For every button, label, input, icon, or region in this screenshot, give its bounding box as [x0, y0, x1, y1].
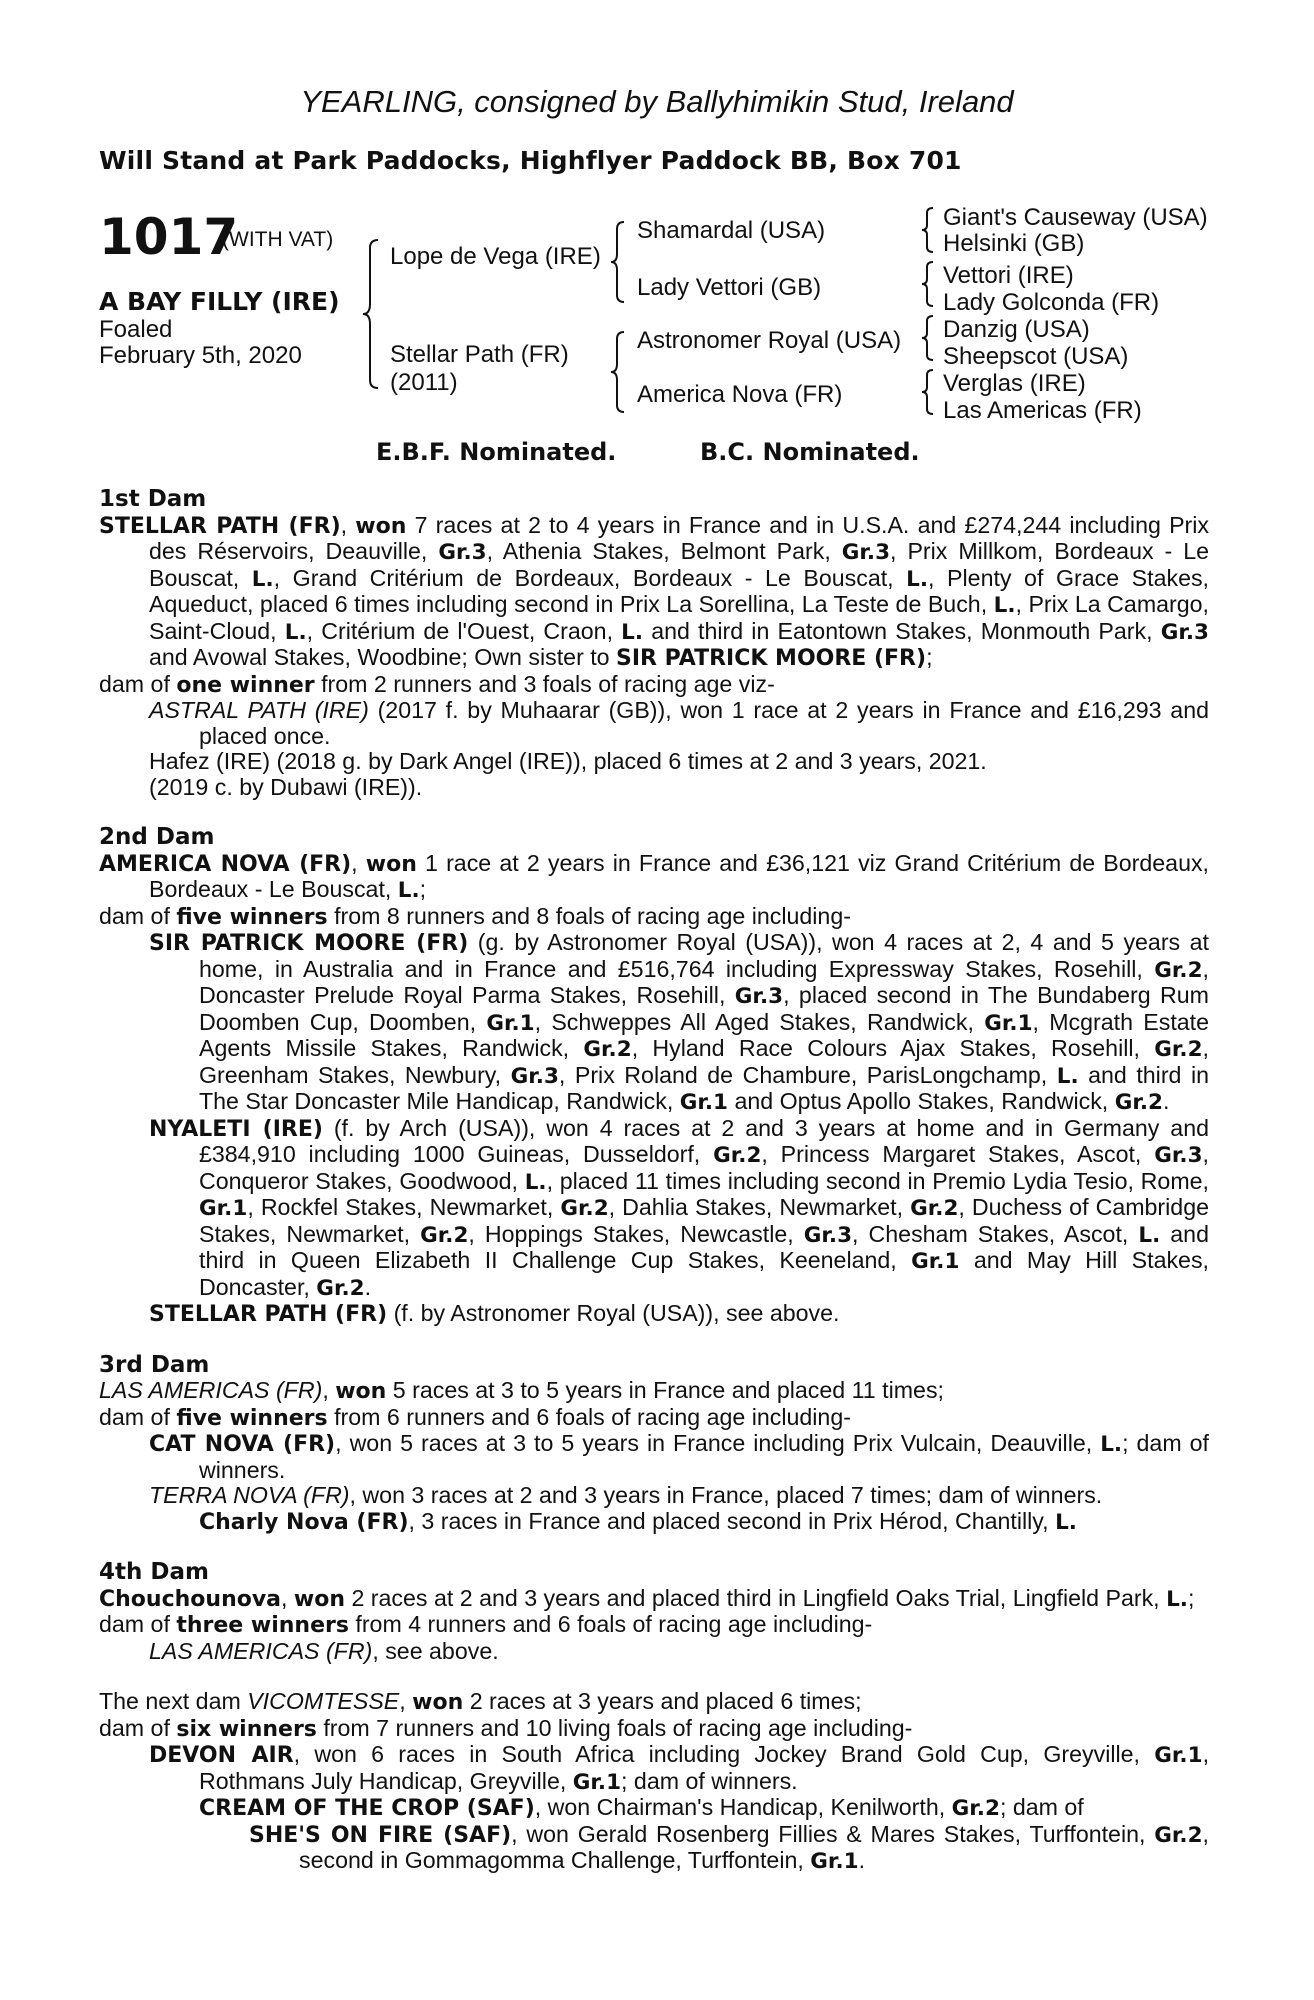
pedigree-dam-sire: Astronomer Royal (USA) [637, 327, 902, 354]
pedigree-ggp-3: Vettori (IRE) [943, 262, 1074, 289]
third-dam-produce-summary: dam of five winners from 6 runners and 6 foals of racing age including- [99, 1403, 851, 1431]
pedigree-sire: Lope de Vega (IRE) [390, 243, 601, 270]
foaled-label: Foaled [99, 316, 173, 343]
pedigree-dam-year: (2011) [390, 369, 458, 396]
pedigree-sire-sire: Shamardal (USA) [637, 217, 826, 244]
produce-entry: TERRA NOVA (FR), won 3 races at 2 and 3 years in France, placed 7 times; dam of winners. [149, 1482, 1103, 1508]
pedigree-dam-dam: America Nova (FR) [637, 381, 843, 408]
first-dam-section [99, 487, 1209, 800]
third-dam-section [99, 1353, 1209, 1536]
pedigree-brace-ggp-1 [920, 206, 936, 254]
pedigree-ggp-4: Lady Golconda (FR) [943, 289, 1160, 316]
pedigree-sire-dam: Lady Vettori (GB) [637, 274, 822, 301]
pedigree-ggp-5: Danzig (USA) [943, 316, 1090, 343]
pedigree-ggp-7: Verglas (IRE) [943, 370, 1086, 397]
catalogue-body [99, 487, 1209, 1875]
third-dam-record: LAS AMERICAS (FR), won 5 races at 3 to 5 years in France and placed 11 times; [99, 1377, 944, 1404]
second-dam-section [99, 825, 1209, 1328]
foaled-date: February 5th, 2020 [99, 342, 302, 369]
pedigree-brace-ggp-2 [920, 260, 936, 308]
produce-entry: CREAM OF THE CROP (SAF), won Chairman's Handicap, Kenilworth, Gr.2; dam of [199, 1794, 1084, 1821]
first-dam-heading: 1st Dam [99, 486, 207, 512]
ebf-nomination: E.B.F. Nominated. [376, 438, 617, 466]
second-dam-produce-summary: dam of five winners from 8 runners and 8 foals of racing age including- [99, 902, 851, 930]
produce-entry: NYALETI (IRE) (f. by Arch (USA)), won 4 races at 2 and 3 years at home and in Germany and £384,910 including 1000 Guineas, Dusseldorf, Gr.2, Princess Margaret Stakes, Ascot, Gr.3, Conqueror Stakes, Goodwood, L., placed 11 times including second in Premio Lydia Tesio, Rome, Gr.1, Rockfel Stakes, Newmarket, Gr.2, Dahlia Stakes, Newmarket, Gr.2, Duchess of Cambridge Stakes, Newmarket, Gr.2, Hoppings Stakes, Newcastle, Gr.3, Chesham Stakes, Ascot, L. and third in Queen Elizabeth II Challenge Cup Stakes, Keeneland, Gr.1 and May Hill Stakes, Doncaster, Gr.2. [149, 1114, 1209, 1301]
fourth-dam-produce-summary: dam of three winners from 4 runners and 6 foals of racing age including- [99, 1611, 873, 1638]
next-dam-produce-summary: dam of six winners from 7 runners and 10 living foals of racing age including- [99, 1714, 913, 1742]
produce-entry: Charly Nova (FR), 3 races in France and placed second in Prix Hérod, Chantilly, L. [199, 1507, 1077, 1535]
pedigree-ggp-8: Las Americas (FR) [943, 397, 1142, 424]
next-dam-section [99, 1689, 1209, 1875]
second-dam-heading: 2nd Dam [99, 824, 215, 850]
first-dam-record: STELLAR PATH (FR), won 7 races at 2 to 4 years in France and in U.S.A. and £274,244 including Prix des Réservoirs, Deauville, Gr.3, Athenia Stakes, Belmont Park, Gr.3, Prix Millkom, Bordeaux - Le Bouscat, L., Grand Critérium de Bordeaux, Bordeaux - Le Bouscat, L., Plenty of Grace Stakes, Aqueduct, placed 6 times including second in Prix La Sorellina, La Teste de Buch, L., Prix La Camargo, Saint-Cloud, L., Critérium de l'Ouest, Craon, L. and third in Eatontown Stakes, Monmouth Park, Gr.3 and Avowal Stakes, Woodbine; Own sister to SIR PATRICK MOORE (FR); [99, 511, 1210, 671]
pedigree-ggp-2: Helsinki (GB) [943, 230, 1085, 257]
next-dam-record: The next dam VICOMTESSE, won 2 races at 3 years and placed 6 times; [99, 1688, 862, 1715]
produce-entry: STELLAR PATH (FR) (f. by Astronomer Royal (USA)), see above. [149, 1300, 840, 1327]
pedigree-brace-sire [608, 220, 628, 304]
dam-name: STELLAR PATH (FR) [99, 513, 341, 539]
produce-entry: ASTRAL PATH (IRE) (2017 f. by Muhaarar (GB)), won 1 race at 2 years in France and £16,293 and placed once. [149, 697, 1209, 749]
consignment-header: YEARLING, consigned by Ballyhimikin Stud, Ireland [300, 84, 1014, 119]
pedigree-ggp-6: Sheepscot (USA) [943, 343, 1129, 370]
produce-entry: SIR PATRICK MOORE (FR) (g. by Astronomer Royal (USA)), won 4 races at 2, 4 and 5 years at home, in Australia and in France and £516,764 including Expressway Stakes, Rosehill, Gr.2, Doncaster Prelude Royal Parma Stakes, Rosehill, Gr.3, placed second in The Bundaberg Rum Doomben Cup, Doomben, Gr.1, Schweppes All Aged Stakes, Randwick, Gr.1, Mcgrath Estate Agents Missile Stakes, Randwick, Gr.2, Hyland Race Colours Ajax Stakes, Rosehill, Gr.2, Greenham Stakes, Newbury, Gr.3, Prix Roland de Chambure, ParisLongchamp, L. and third in The Star Doncaster Mile Handicap, Randwick, Gr.1 and Optus Apollo Stakes, Randwick, Gr.2. [149, 929, 1210, 1115]
produce-entry: SHE'S ON FIRE (SAF), won Gerald Rosenberg Fillies & Mares Stakes, Turffontein, Gr.2, second in Gommagomma Challenge, Turffontein, Gr.1. [249, 1820, 1209, 1874]
pedigree-brace-main [360, 238, 384, 390]
produce-entry: Hafez (IRE) (2018 g. by Dark Angel (IRE)), placed 6 times at 2 and 3 years, 2021. [149, 748, 987, 774]
pedigree-brace-ggp-4 [920, 368, 936, 416]
fourth-dam-record: Chouchounova, won 2 races at 2 and 3 years and placed third in Lingfield Oaks Trial, Lingfield Park, L.; [99, 1584, 1195, 1612]
produce-entry: LAS AMERICAS (FR), see above. [149, 1637, 499, 1664]
pedigree-brace-dam [608, 330, 628, 414]
lot-description: A BAY FILLY (IRE) [99, 287, 340, 316]
fourth-dam-heading: 4th Dam [99, 1559, 209, 1585]
lot-number: 1017 [99, 208, 239, 266]
pedigree-dam: Stellar Path (FR) [390, 341, 569, 368]
produce-entry: DEVON AIR, won 6 races in South Africa including Jockey Brand Gold Cup, Greyville, Gr.1, Rothmans July Handicap, Greyville, Gr.1; dam of winners. [149, 1741, 1210, 1795]
bc-nomination: B.C. Nominated. [700, 438, 920, 466]
second-dam-record: AMERICA NOVA (FR), won 1 race at 2 years in France and £36,121 viz Grand Critérium de Bordeaux, Bordeaux - Le Bouscat, L.; [99, 849, 1209, 903]
produce-entry: (2019 c. by Dubawi (IRE)). [149, 773, 423, 800]
produce-entry: CAT NOVA (FR), won 5 races at 3 to 5 years in France including Prix Vulcain, Deauville, L.; dam of winners. [149, 1430, 1209, 1483]
third-dam-heading: 3rd Dam [99, 1351, 210, 1378]
fourth-dam-section [99, 1560, 1209, 1664]
pedigree-ggp-1: Giant's Causeway (USA) [943, 204, 1208, 231]
stand-location: Will Stand at Park Paddocks, Highflyer Paddock BB, Box 701 [99, 146, 962, 175]
first-dam-produce-summary: dam of one winner from 2 runners and 3 foals of racing age viz- [99, 670, 775, 698]
vat-note: (WITH VAT) [222, 228, 334, 251]
pedigree-brace-ggp-3 [920, 314, 936, 362]
